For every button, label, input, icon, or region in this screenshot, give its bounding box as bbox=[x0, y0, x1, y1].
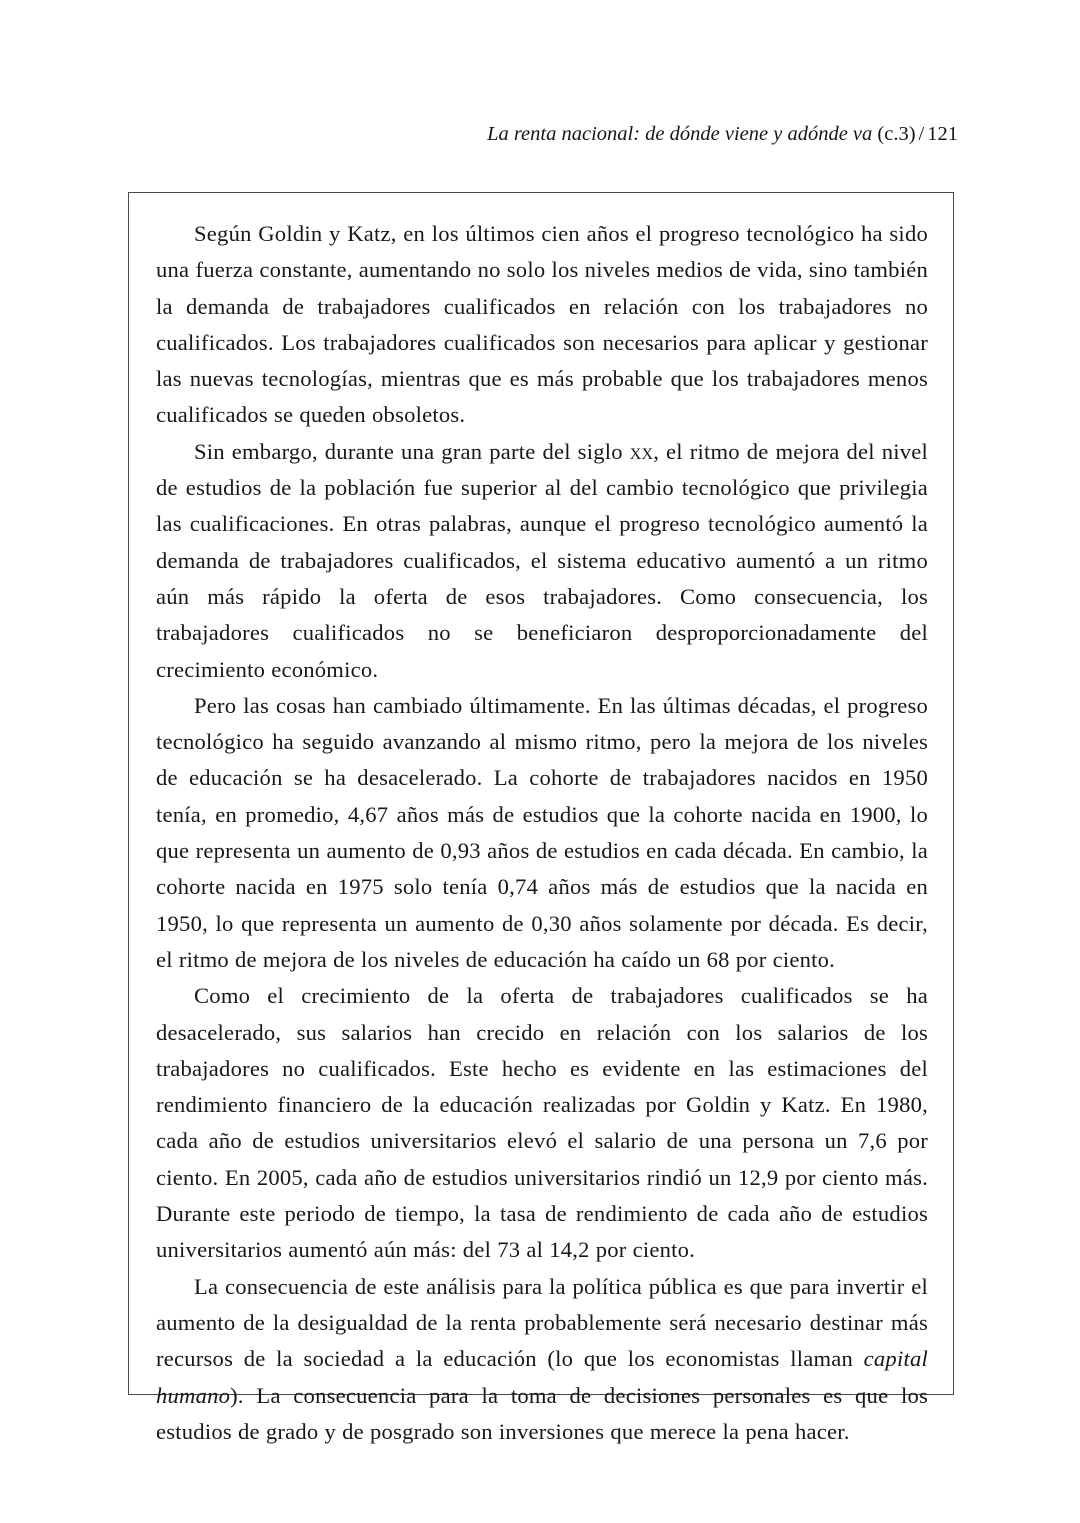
paragraph-1-text: Según Goldin y Katz, en los últimos cien años el progreso tecnológico ha sido una fuerza constante, aumentando no solo los niveles medios de vida, sino también la demanda de trabajadores cualificados en relación con los trabajadores no cualificados. Los trabajadores cualificados son necesarios para aplicar y gestionar las nuevas tecnologías, mientras que es más probable que los trabajadores menos cualificados se queden obsoletos. bbox=[156, 221, 928, 428]
paragraph-3 bbox=[156, 688, 928, 978]
century-smallcaps: xx bbox=[629, 438, 654, 464]
running-head-separator: / bbox=[918, 123, 925, 145]
paragraph-5-tail: ). La consecuencia para la toma de decisiones personales es que los estudios de grado y de posgrado son inversiones que merece la pena hacer. bbox=[156, 1382, 928, 1444]
running-head-chapter: (c.3) bbox=[877, 123, 916, 145]
paragraph-2-lead: Sin embargo, durante una gran parte del siglo bbox=[194, 438, 630, 464]
paragraph-3-text: Pero las cosas han cambiado últimamente. En las últimas décadas, el progreso tecnológico ha seguido avanzando al mismo ritmo, pero la mejora de los niveles de educación se ha desacelerado. La cohorte de trabajadores nacidos en 1950 tenía, en promedio, 4,67 años más de estudios que la cohorte nacida en 1900, lo que representa un aumento de 0,93 años de estudios en cada década. En cambio, la cohorte nacida en 1975 solo tenía 0,74 años más de estudios que la nacida en 1950, lo que representa un aumento de 0,30 años solamente por década. Es decir, el ritmo de mejora de los niveles de educación ha caído un 68 por ciento. bbox=[156, 692, 928, 972]
paragraph-5 bbox=[156, 1269, 928, 1450]
paragraph-4-text: Como el crecimiento de la oferta de trabajadores cualificados se ha desacelerado, sus salarios han crecido en relación con los salarios de los trabajadores no cualificados. Este hecho es evidente en las estimaciones del rendimiento financiero de la educación realizadas por Goldin y Katz. En 1980, cada año de estudios universitarios elevó el salario de una persona un 7,6 por ciento. En 2005, cada año de estudios universitarios rindió un 12,9 por ciento más. Durante este periodo de tiempo, la tasa de rendimiento de cada año de estudios universitarios aumentó aún más: del 73 al 14,2 por ciento. bbox=[156, 983, 928, 1263]
running-head-title: La renta nacional: de dónde viene y adónde va bbox=[487, 123, 873, 145]
running-head bbox=[128, 120, 958, 148]
paragraph-4 bbox=[156, 978, 928, 1268]
term-capital-humano: capital humano bbox=[156, 1346, 928, 1408]
page-folio: 121 bbox=[927, 123, 958, 145]
paragraph-2-tail: , el ritmo de mejora del nivel de estudios de la población fue superior al del cambio tecnológico que privilegia las cualificaciones. En otras palabras, aunque el progreso tecnológico aumentó la demanda de trabajadores cualificados, el sistema educativo aumentó a un ritmo aún más rápido la oferta de esos trabajadores. Como consecuencia, los trabajadores cualificados no se beneficiaron desproporcionadamente del crecimiento económico. bbox=[156, 438, 929, 682]
paragraph-5-lead: La consecuencia de este análisis para la política pública es que para invertir el aumento de la desigualdad de la renta probablemente será necesario destinar más recursos de la sociedad a la educación (lo que los economistas llaman bbox=[156, 1273, 928, 1372]
text-frame-border bbox=[128, 192, 954, 1444]
paragraph-1 bbox=[156, 216, 928, 434]
paragraph-2 bbox=[156, 434, 928, 688]
body-text-column bbox=[156, 216, 928, 1450]
